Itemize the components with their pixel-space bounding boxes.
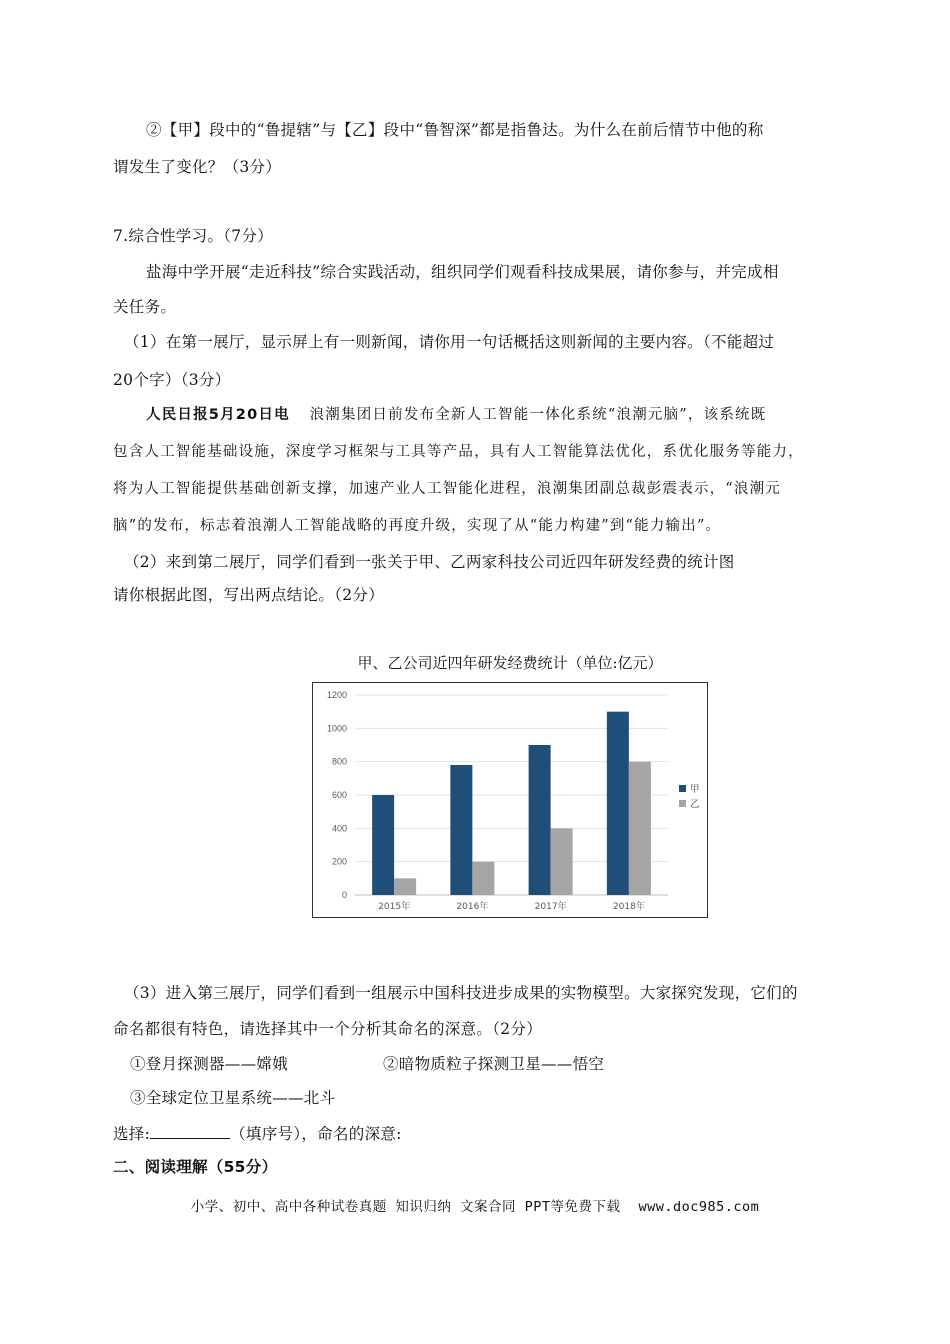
q7-part1-line1: （1）在第一展厅，显示屏上有一则新闻，请你用一句话概括这则新闻的主要内容。（不能超过	[124, 333, 775, 351]
select-label: 选择:	[113, 1125, 151, 1143]
y-tick-label: 400	[331, 823, 347, 834]
x-tick-label: 2016年	[456, 902, 489, 912]
bar-乙-2016年	[472, 862, 494, 895]
select-tail: （填序号），命名的深意:	[230, 1125, 402, 1143]
bar-chart	[313, 683, 707, 917]
footer-url[interactable]: www.doc985.com	[638, 1199, 760, 1215]
q6-2-line1: ②【甲】段中的“鲁提辖”与【乙】段中“鲁智深”都是指鲁达。为什么在前后情节中他的称	[146, 121, 764, 139]
q7-heading: 7.综合性学习。（7分）	[113, 227, 274, 245]
q7-part1-line2: 20个字）（3分）	[113, 371, 231, 389]
option-2: ②暗物质粒子探测卫星——悟空	[383, 1055, 605, 1073]
q7-part3-line1: （3）进入第三展厅，同学们看到一组展示中国科技进步成果的实物模型。大家探究发现，它们的	[124, 984, 798, 1002]
y-tick-label: 200	[331, 856, 347, 867]
news-line3: 将为人工智能提供基础创新支撑，加速产业人工智能化进程，浪潮集团副总裁彭震表示，“浪潮元	[113, 481, 782, 497]
bar-乙-2018年	[629, 762, 651, 895]
x-tick-label: 2017年	[534, 902, 567, 912]
x-tick-label: 2015年	[378, 902, 411, 912]
legend-label: 乙	[690, 799, 700, 810]
news-line1	[146, 403, 766, 424]
y-tick-label: 1200	[326, 690, 347, 700]
q6-2-line2: 谓发生了变化？（3分）	[113, 158, 282, 176]
chart-title: 甲、乙公司近四年研发经费统计（单位:亿元）	[357, 654, 663, 672]
q7-intro-line2: 关任务。	[113, 298, 177, 316]
news-line2: 包含人工智能基础设施，深度学习框架与工具等产品，具有人工智能算法优化，系优化服务等能力，	[113, 444, 804, 460]
answer-blank[interactable]	[150, 1124, 230, 1139]
bar-甲-2015年	[372, 795, 394, 895]
q7-part2-line1: （2）来到第二展厅，同学们看到一张关于甲、乙两家科技公司近四年研发经费的统计图	[124, 553, 735, 571]
news-source: 人民日报5月20日电	[146, 407, 290, 423]
chart-frame	[312, 682, 708, 918]
news-line4: 脑”的发布，标志着浪潮人工智能战略的再度升级，实现了从“能力构建”到“能力输出”。	[113, 518, 722, 534]
legend-swatch	[679, 800, 686, 807]
q7-intro-line1: 盐海中学开展“走近科技”综合实践活动，组织同学们观看科技成果展，请你参与，并完成相	[146, 263, 779, 281]
option-1: ①登月探测器——嫦娥	[130, 1055, 289, 1073]
q7-part3-line2: 命名都很有特色，请选择其中一个分析其命名的深意。（2分）	[113, 1020, 543, 1038]
bar-甲-2018年	[607, 712, 629, 895]
y-tick-label: 0	[341, 890, 347, 900]
y-tick-label: 800	[331, 756, 347, 767]
news-line1-text: 浪潮集团日前发布全新人工智能一体化系统“浪潮元脑”，该系统既	[309, 407, 767, 423]
bar-甲-2017年	[529, 745, 551, 895]
footer	[0, 1195, 950, 1215]
footer-text: 小学、初中、高中各种试卷真题 知识归纳 文案合同 PPT等免费下载	[190, 1199, 621, 1215]
bar-乙-2015年	[394, 878, 416, 895]
bar-乙-2017年	[551, 828, 573, 895]
x-tick-label: 2018年	[612, 902, 645, 912]
section2-heading: 二、阅读理解（55分）	[113, 1158, 278, 1176]
y-tick-label: 600	[331, 790, 347, 800]
select-line	[113, 1122, 402, 1144]
bar-甲-2016年	[450, 765, 472, 895]
y-tick-label: 1000	[326, 723, 347, 734]
q7-part2-line2: 请你根据此图，写出两点结论。（2分）	[113, 586, 385, 604]
legend-label: 甲	[690, 784, 700, 795]
option-3: ③全球定位卫星系统——北斗	[130, 1089, 336, 1107]
legend-swatch	[679, 785, 686, 792]
